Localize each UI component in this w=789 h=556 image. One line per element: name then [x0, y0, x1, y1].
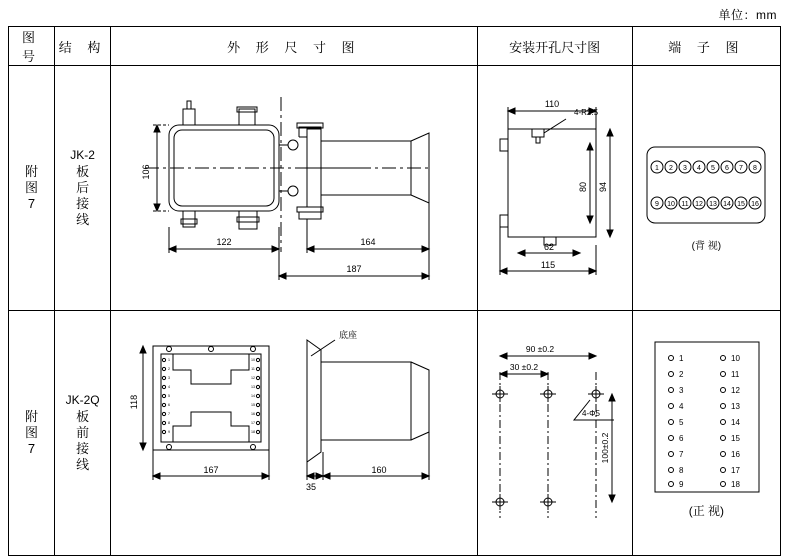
label-base: 底座 [339, 329, 358, 340]
cell-mounting-1 [477, 66, 632, 311]
svg-text:8: 8 [168, 420, 171, 425]
svg-text:10: 10 [730, 353, 740, 363]
header-mounting: 安装开孔尺寸图 [477, 27, 632, 66]
dim-depth-160: 160 [371, 464, 387, 475]
svg-text:12: 12 [251, 375, 256, 380]
svg-text:6: 6 [678, 433, 684, 443]
svg-text:16: 16 [750, 200, 759, 208]
svg-text:9: 9 [654, 200, 659, 208]
svg-text:8: 8 [678, 465, 684, 475]
svg-text:4: 4 [696, 164, 701, 172]
mounting-drawing-1 [478, 67, 632, 310]
svg-text:11: 11 [730, 369, 740, 379]
cell-drawing-no-1 [9, 66, 55, 311]
header-outline: 外 形 尺 寸 图 [111, 27, 477, 66]
dim-flange-35: 35 [306, 481, 317, 492]
svg-text:10: 10 [666, 200, 675, 208]
svg-text:1: 1 [678, 353, 684, 363]
terminal-drawing-2 [633, 312, 780, 555]
dim-mount-80: 80 [577, 181, 588, 192]
dim-height-118: 118 [129, 394, 140, 409]
svg-text:2: 2 [168, 366, 171, 371]
dim-width-122: 122 [216, 236, 232, 247]
svg-text:1: 1 [168, 357, 171, 362]
svg-text:1: 1 [654, 164, 659, 172]
cell-structure-2 [55, 311, 111, 556]
svg-text:11: 11 [251, 366, 255, 371]
svg-text:10: 10 [251, 357, 256, 362]
drawing-no-2: 附 图 7 [25, 408, 39, 457]
svg-text:9: 9 [678, 479, 684, 489]
svg-text:16: 16 [730, 449, 740, 459]
svg-text:5: 5 [168, 393, 171, 398]
svg-text:14: 14 [730, 417, 740, 427]
svg-text:12: 12 [694, 200, 703, 208]
svg-text:3: 3 [678, 385, 684, 395]
unit-note: 单位：mm [718, 8, 777, 22]
svg-text:8: 8 [752, 164, 757, 172]
drawing-no-1: 附 图 7 [25, 163, 39, 212]
svg-text:12: 12 [730, 385, 740, 395]
terminal-caption-1: (背 视) [691, 240, 722, 252]
table-row [9, 311, 781, 556]
dim-depth-164: 164 [360, 236, 376, 247]
svg-text:6: 6 [168, 402, 171, 407]
terminal-svg-1 [633, 67, 779, 310]
dim-mount-115: 115 [540, 259, 555, 270]
svg-text:4: 4 [678, 401, 684, 411]
svg-text:11: 11 [681, 200, 689, 208]
svg-text:14: 14 [722, 200, 731, 208]
cell-terminal-1 [632, 66, 780, 311]
svg-text:14: 14 [251, 393, 256, 398]
svg-text:9: 9 [168, 429, 171, 434]
svg-text:13: 13 [251, 384, 256, 389]
svg-text:6: 6 [724, 164, 729, 172]
svg-text:16: 16 [251, 411, 256, 416]
svg-text:2: 2 [678, 369, 684, 379]
svg-text:18: 18 [251, 429, 256, 434]
outline-drawing-2 [111, 312, 476, 555]
terminal-caption-2: (正 视) [688, 503, 725, 518]
svg-text:5: 5 [678, 417, 684, 427]
dim-mount-90: 90 ±0.2 [525, 343, 554, 354]
cell-outline-2 [111, 311, 477, 556]
structure-text-2: 板 前 接 线 [76, 408, 90, 473]
cell-drawing-no-2 [9, 311, 55, 556]
svg-text:5: 5 [710, 164, 715, 172]
table-header-row [9, 27, 781, 66]
terminal-drawing-1 [633, 67, 780, 310]
svg-text:4: 4 [168, 384, 171, 389]
svg-text:17: 17 [730, 465, 740, 475]
svg-text:2: 2 [668, 164, 673, 172]
dim-mount-30: 30 ±0.2 [509, 361, 538, 372]
dim-depth-187: 187 [346, 263, 362, 274]
cell-mounting-2 [477, 311, 632, 556]
outline-svg-1 [111, 67, 475, 310]
dimension-table [8, 26, 781, 556]
cell-structure-1 [55, 66, 111, 311]
dim-mount-hole: 4-Φ5 [581, 408, 600, 418]
svg-text:7: 7 [738, 164, 743, 172]
table-row [9, 66, 781, 311]
svg-text:15: 15 [251, 402, 256, 407]
mounting-svg-1 [478, 67, 631, 310]
svg-text:7: 7 [678, 449, 684, 459]
mounting-drawing-2 [478, 312, 632, 555]
dim-mount-62: 62 [543, 241, 554, 252]
header-terminal: 端 子 图 [632, 27, 780, 66]
cell-terminal-2 [632, 311, 780, 556]
structure-model-2: JK-2Q [65, 392, 100, 407]
outline-svg-2 [111, 312, 475, 555]
structure-model-1: JK-2 [70, 147, 95, 162]
svg-text:13: 13 [730, 401, 740, 411]
dim-mount-r25: 4-R2.5 [573, 107, 598, 117]
outline-drawing-1 [111, 67, 476, 310]
svg-text:13: 13 [708, 200, 717, 208]
dim-mount-94: 94 [597, 181, 608, 192]
svg-text:3: 3 [682, 164, 687, 172]
header-drawing-no: 图 号 [9, 27, 55, 66]
structure-text-1: 板 后 接 线 [76, 163, 90, 228]
dim-mount-110: 110 [544, 98, 559, 109]
svg-text:15: 15 [730, 433, 740, 443]
svg-text:17: 17 [251, 420, 256, 425]
cell-outline-1 [111, 66, 477, 311]
svg-text:7: 7 [168, 411, 171, 416]
dim-mount-100: 100±0.2 [599, 432, 610, 463]
svg-text:15: 15 [736, 200, 745, 208]
mounting-svg-2 [478, 312, 631, 555]
header-structure: 结 构 [55, 27, 111, 66]
svg-text:18: 18 [730, 479, 740, 489]
svg-text:3: 3 [168, 375, 171, 380]
dim-height-106: 106 [141, 163, 152, 180]
dim-width-167: 167 [203, 464, 219, 475]
